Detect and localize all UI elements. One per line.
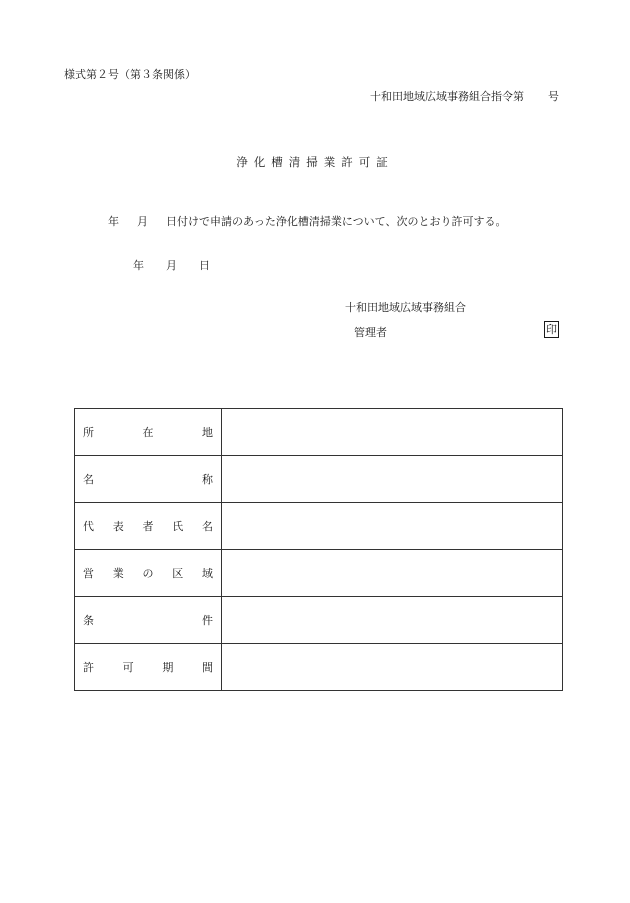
row-label-char: 名 xyxy=(202,520,213,533)
intro-month: 月 xyxy=(137,215,148,228)
intro-text xyxy=(108,213,506,229)
issue-month: 月 xyxy=(166,259,177,272)
row-label-char: 域 xyxy=(202,567,213,580)
row-label-char: 者 xyxy=(142,520,154,533)
row-label-char: 氏 xyxy=(172,520,184,533)
row-label-chars xyxy=(75,456,221,502)
permit-number-prefix: 十和田地域広域事務組合指令第 xyxy=(370,90,524,103)
row-label-char: 条 xyxy=(83,614,94,627)
form-number: 様式第２号（第３条関係） xyxy=(64,68,196,81)
row-value-field[interactable] xyxy=(222,597,563,644)
row-label-char: 地 xyxy=(202,426,213,439)
issuer-title: 管理者 xyxy=(354,326,387,339)
row-label-char: 業 xyxy=(112,567,124,580)
row-label-char: 区 xyxy=(172,567,184,580)
permit-number-suffix: 号 xyxy=(548,90,559,103)
seal-mark: 印 xyxy=(546,323,557,336)
row-label-char: 名 xyxy=(83,473,94,486)
row-label xyxy=(75,503,222,550)
row-label-char: 許 xyxy=(83,661,94,674)
table-row xyxy=(75,597,563,644)
row-value-field[interactable] xyxy=(222,644,563,691)
row-label-char: の xyxy=(142,567,154,580)
issue-day: 日 xyxy=(199,259,210,272)
row-label-char: 間 xyxy=(201,661,213,674)
row-label xyxy=(75,644,222,691)
row-label-char: 可 xyxy=(122,661,134,674)
row-label-chars xyxy=(75,409,221,455)
table-row xyxy=(75,503,563,550)
issue-date xyxy=(133,257,210,273)
row-label-char: 営 xyxy=(83,567,94,580)
row-label-chars xyxy=(75,644,221,690)
intro-year: 年 xyxy=(108,215,119,228)
permit-number xyxy=(370,88,559,104)
table-row xyxy=(75,644,563,691)
row-label xyxy=(75,597,222,644)
row-label-char: 件 xyxy=(202,614,213,627)
table-row xyxy=(75,409,563,456)
row-label-chars xyxy=(75,597,221,643)
intro-sentence: 日付けで申請のあった浄化槽清掃業について、次のとおり許可する。 xyxy=(166,215,507,228)
row-label xyxy=(75,409,222,456)
row-label-char: 所 xyxy=(83,426,94,439)
row-value-field[interactable] xyxy=(222,456,563,503)
row-label-char: 代 xyxy=(83,520,94,533)
issue-year: 年 xyxy=(133,259,144,272)
issuer-organization: 十和田地域広域事務組合 xyxy=(345,301,466,314)
row-label xyxy=(75,456,222,503)
row-label-char: 期 xyxy=(162,661,174,674)
document-title: 浄化槽清掃業許可証 xyxy=(236,155,394,169)
table-row xyxy=(75,456,563,503)
row-label-char: 称 xyxy=(202,473,213,486)
table-row xyxy=(75,550,563,597)
row-label-char: 在 xyxy=(142,426,154,439)
row-label xyxy=(75,550,222,597)
info-table xyxy=(74,408,563,691)
row-value-field[interactable] xyxy=(222,409,563,456)
row-label-chars xyxy=(75,550,221,596)
row-label-chars xyxy=(75,503,221,549)
row-value-field[interactable] xyxy=(222,550,563,597)
row-label-char: 表 xyxy=(112,520,124,533)
row-value-field[interactable] xyxy=(222,503,563,550)
